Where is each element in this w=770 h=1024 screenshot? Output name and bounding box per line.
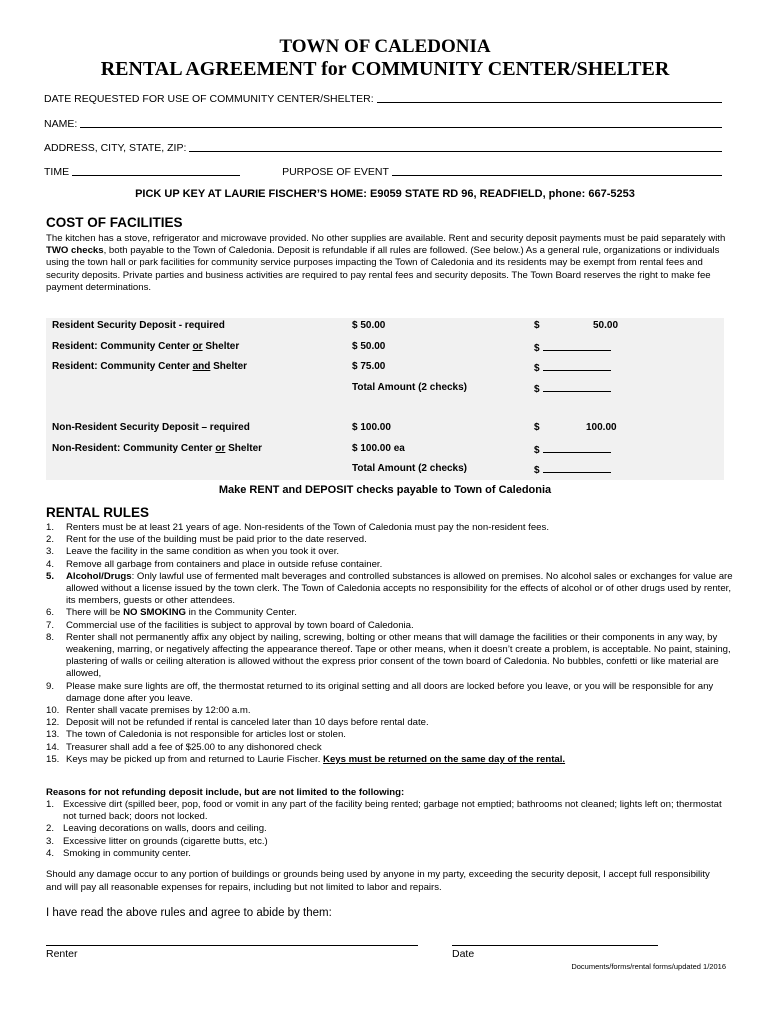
- resident-cc-and-shelter-price: $ 75.00: [352, 361, 386, 372]
- cost-text-a: The kitchen has a stove, refrigerator and microwave provided. No other supplies are available. Rent and security deposit payments must be paid separately with: [46, 233, 726, 244]
- date-requested-input-line[interactable]: [377, 90, 722, 103]
- rule-1: 1. Renters must be at least 21 years of age. Non-residents of the Town of Caledonia must pay the non-resident fees.: [46, 522, 549, 533]
- resident-deposit-dollar: $: [534, 320, 540, 331]
- cost-heading: COST OF FACILITIES: [46, 215, 183, 230]
- rule-14: 14. Treasurer shall add a fee of $25.00 to any dishonored check: [46, 741, 322, 753]
- rule-3: 3. Leave the facility in the same condition as when you took it over.: [46, 546, 340, 558]
- name-input-line[interactable]: [80, 115, 722, 128]
- rule-10: 10. Renter shall vacate premises by 12:00 a.m.: [46, 705, 251, 717]
- reasons-heading: Reasons for not refunding deposit include, but are not limited to the following:: [46, 787, 405, 798]
- cost-text-b: , both payable to the Town of Caledonia. Deposit is refundable if all rules are followed. (See below.) As a general rule, organizations or individuals using the town hall or park facilities for community service purposes impacting the Town of Caledonia and its residents may be exempt from rental fees and security deposits. Private parties and business activities are required to pay rental fees and security deposits. The Town Board reserves the right to make fee payment determinations.: [46, 245, 720, 293]
- reason-3: 3. Excessive litter on grounds (cigarette butts, etc.): [46, 835, 268, 847]
- nonresident-deposit-label: Non-Resident Security Deposit – required: [52, 422, 250, 433]
- rules-list: [46, 522, 736, 766]
- renter-signature-line[interactable]: [46, 944, 418, 946]
- pickup-key-note: PICK UP KEY AT LAURIE FISCHER’S HOME: E9059 STATE RD 96, READFIELD, phone: 667-5253: [135, 188, 635, 200]
- resident-total-amount: $: [534, 382, 611, 395]
- resident-cc-or-shelter-price: $ 50.00: [352, 341, 386, 352]
- rule-13: 13. The town of Caledonia is not responsible for articles lost or stolen.: [46, 729, 346, 741]
- rule-7: 7. Commercial use of the facilities is subject to approval by town board of Caledonia.: [46, 619, 414, 631]
- resident-deposit-amount: 50.00: [593, 320, 619, 331]
- rules-heading: RENTAL RULES: [46, 505, 150, 520]
- date-signature-line[interactable]: [452, 944, 658, 946]
- amount-blank-line[interactable]: [543, 382, 611, 392]
- title-line-1: TOWN OF CALEDONIA: [279, 36, 491, 57]
- nonresident-deposit-amount: 100.00: [586, 422, 617, 433]
- nonresident-cc-or-shelter-price: $ 100.00 ea: [352, 443, 405, 454]
- rule-6: 6. There will be NO SMOKING in the Community Center.: [46, 607, 297, 619]
- nonresident-deposit-dollar: $: [534, 422, 540, 433]
- rule-15: 15. Keys may be picked up from and returned to Laurie Fischer. Keys must be returned on the same day of the rental.: [46, 753, 566, 765]
- footer-document-path: Documents/forms/rental forms/updated 1/2016: [571, 962, 726, 971]
- amount-blank-line[interactable]: [543, 341, 611, 351]
- address-field: [44, 138, 722, 154]
- amount-blank-line[interactable]: [543, 361, 611, 371]
- amount-blank-line[interactable]: [543, 463, 611, 473]
- time-label: TIME: [44, 166, 70, 178]
- resident-cc-and-shelter-amount: $: [534, 361, 611, 374]
- amount-blank-line[interactable]: [543, 443, 611, 453]
- damage-responsibility-note: Should any damage occur to any portion of buildings or grounds being used by anyone in my party, exceeding the security deposit, I accept full responsibility and will pay all reasonable expenses for repairs, including but not limited to labor and repairs.: [46, 869, 710, 893]
- nonresident-total-amount: $: [534, 463, 611, 476]
- reason-2: 2. Leaving decorations on walls, doors and ceiling.: [46, 823, 267, 835]
- reasons-list: [46, 799, 736, 860]
- time-purpose-field: [44, 162, 722, 178]
- resident-cc-or-shelter-label: Resident: Community Center or Shelter: [52, 341, 240, 352]
- date-label: Date: [452, 948, 475, 960]
- address-input-line[interactable]: [189, 139, 722, 152]
- purpose-input-line[interactable]: [392, 163, 722, 176]
- name-field: [44, 114, 722, 130]
- resident-deposit-price: $ 50.00: [352, 320, 386, 331]
- agreement-statement: I have read the above rules and agree to abide by them:: [46, 907, 332, 919]
- nonresident-cc-or-shelter-label: Non-Resident: Community Center or Shelter: [52, 443, 263, 454]
- reason-4: 4. Smoking in community center.: [46, 847, 191, 859]
- time-input-line[interactable]: [72, 163, 240, 176]
- reason-1: 1. Excessive dirt (spilled beer, pop, food or vomit in any part of the facility being rented; garbage not emptied; bathrooms not cleaned; lights left on; thermostat not turned back; doors not locked.: [46, 799, 722, 823]
- name-label: NAME:: [44, 118, 78, 130]
- resident-cc-or-shelter-amount: $: [534, 341, 611, 354]
- nonresident-total-label: Total Amount (2 checks): [352, 463, 468, 474]
- resident-deposit-label: Resident Security Deposit - required: [52, 320, 225, 331]
- rule-4: 4. Remove all garbage from containers and place in outside refuse container.: [46, 558, 383, 570]
- rule-9: 9. Please make sure lights are off, the thermostat returned to its original setting and all doors are locked before you leave, or you will be responsible for any damage done after you leave.: [46, 680, 714, 704]
- renter-label: Renter: [46, 948, 78, 960]
- rule-12: 12. Deposit will not be refunded if rental is canceled later than 10 days before rental date.: [46, 717, 429, 729]
- rule-2: 2. Rent for the use of the building must be paid prior to the date reserved.: [46, 534, 367, 546]
- date-requested-field: [44, 89, 722, 105]
- cost-paragraph: [46, 233, 726, 294]
- nonresident-deposit-price: $ 100.00: [352, 422, 391, 433]
- resident-cc-and-shelter-label: Resident: Community Center and Shelter: [52, 361, 248, 372]
- address-label: ADDRESS, CITY, STATE, ZIP:: [44, 142, 187, 154]
- resident-total-label: Total Amount (2 checks): [352, 382, 468, 393]
- title-line-2: RENTAL AGREEMENT for COMMUNITY CENTER/SHELTER: [100, 58, 670, 80]
- nonresident-cc-or-shelter-amount: $: [534, 443, 611, 456]
- rule-8: 8. Renter shall not permanently affix any object by nailing, screwing, bolting or other means that will damage the facilities or their components in any way, by weakening, marring, or negatively affecting the appearance thereof. Tape or other means, when it doesn’t create a problem, is acceptable. No paint, staining, plastering of walls or ceiling alteration is allowed without the express prior consent of the town board of Caledonia. No bubbles, confetti or like material are allowed,: [46, 631, 731, 680]
- date-requested-label: DATE REQUESTED FOR USE OF COMMUNITY CENTER/SHELTER:: [44, 93, 374, 105]
- purpose-label: PURPOSE OF EVENT: [282, 166, 389, 178]
- payable-note: Make RENT and DEPOSIT checks payable to Town of Caledonia: [218, 484, 552, 496]
- cost-text-bold: TWO checks: [46, 245, 104, 257]
- rule-5: 5. Alcohol/Drugs: Only lawful use of fermented malt beverages and controlled substances is allowed on premises. No alcohol sales or exchanges for value are allowed without a license issued by the town clerk. The Town of Caledonia accepts no responsibility for the effects of alcohol or of other drugs used by renter, its members, guests or other attendees.: [46, 570, 733, 607]
